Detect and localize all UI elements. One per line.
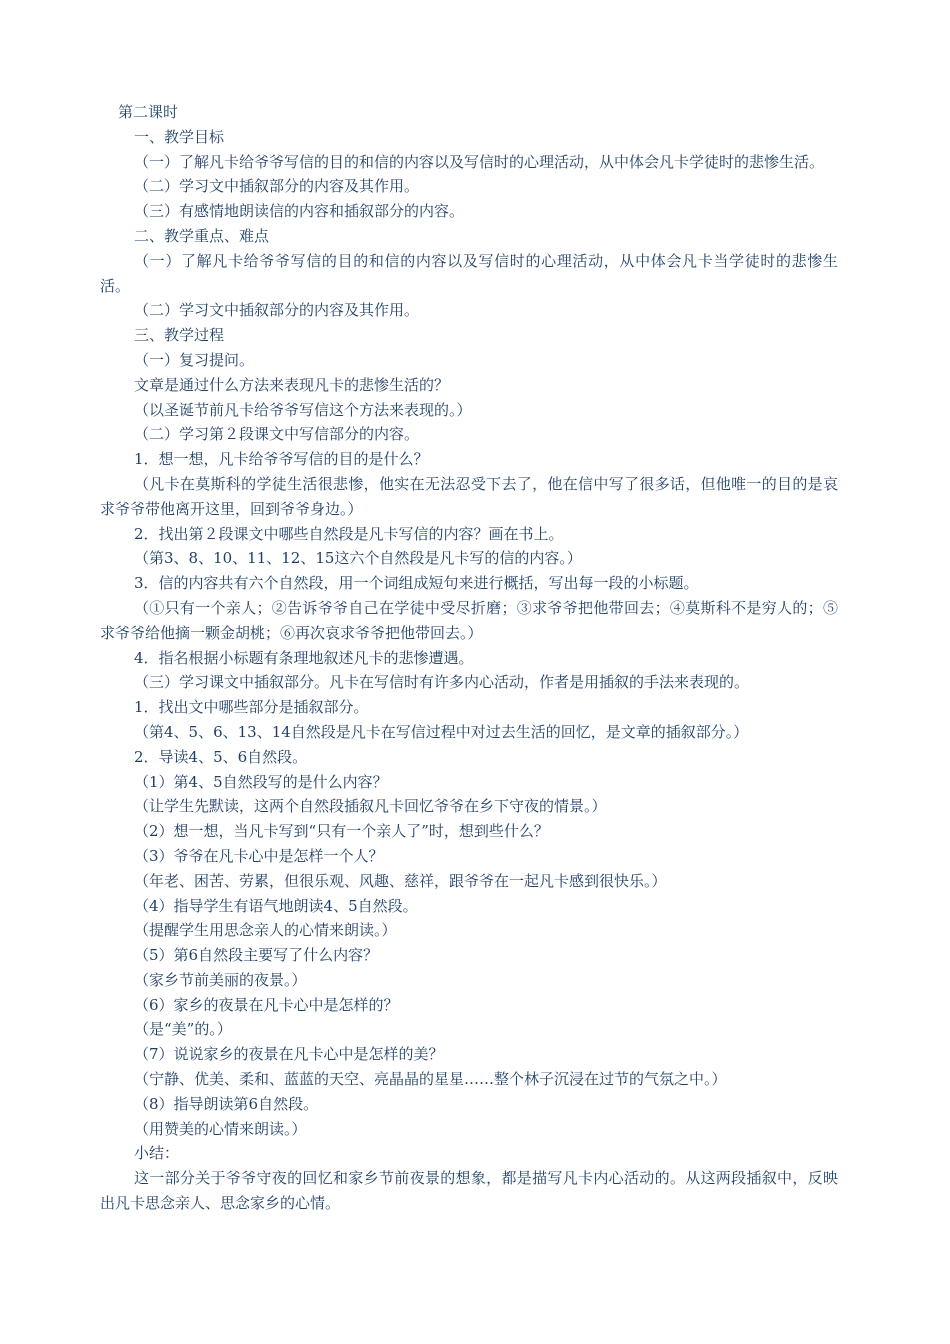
- paragraph: （是“美”的。）: [134, 1020, 232, 1039]
- paragraph: （提醒学生用思念亲人的心情来朗读。）: [134, 921, 397, 940]
- paragraph: （5）第6自然段主要写了什么内容？: [134, 946, 379, 965]
- paragraph: （二）学习第２段课文中写信部分的内容。: [134, 425, 420, 444]
- paragraph: 小结：: [134, 1144, 180, 1163]
- paragraph: （凡卡在莫斯科的学徒生活很悲惨，他实在无法忍受下去了，他在信中写了很多话，但他唯一的目的是哀求爷爷带他离开这里，回到爷爷身边。）: [100, 474, 838, 518]
- paragraph: （三）有感情地朗读信的内容和插叙部分的内容。: [134, 202, 465, 221]
- paragraph: （家乡节前美丽的夜景。）: [134, 970, 307, 989]
- paragraph: 2．导读4、5、6自然段。: [134, 747, 308, 766]
- paragraph: （一）了解凡卡给爷爷写信的目的和信的内容以及写信时的心理活动，从中体会凡卡学徒时的悲惨生活。: [134, 152, 825, 171]
- paragraph: （一）复习提问。: [134, 350, 255, 369]
- paragraph: 三、教学过程: [134, 326, 225, 345]
- paragraph: （3）爷爷在凡卡心中是怎样一个人？: [134, 846, 384, 865]
- paragraph: （让学生先默读，这两个自然段插叙凡卡回忆爷爷在乡下守夜的情景。）: [134, 797, 607, 816]
- paragraph: （6）家乡的夜景在凡卡心中是怎样的？: [134, 995, 399, 1014]
- paragraph: 1．想一想，凡卡给爷爷写信的目的是什么？: [134, 450, 429, 469]
- paragraph: 这一部分关于爷爷守夜的回忆和家乡节前夜景的想象，都是描写凡卡内心活动的。从这两段插叙中，反映出凡卡思念亲人、思念家乡的心情。: [100, 1169, 838, 1213]
- paragraph: 3．信的内容共有六个自然段，用一个词组成短句来进行概括，写出每一段的小标题。: [134, 574, 699, 593]
- paragraph: （第4、5、6、13、14自然段是凡卡在写信过程中对过去生活的回忆，是文章的插叙部分。）: [134, 722, 749, 741]
- paragraph: 4．指名根据小标题有条理地叙述凡卡的悲惨遭遇。: [134, 648, 474, 667]
- paragraph: （1）第4、5自然段写的是什么内容？: [134, 772, 388, 791]
- paragraph: （4）指导学生有语气地朗读4、5自然段。: [134, 896, 418, 915]
- paragraph: （三）学习课文中插叙部分。凡卡在写信时有许多内心活动，作者是用插叙的手法来表现的。: [134, 673, 750, 692]
- paragraph: （8）指导朗读第6自然段。: [134, 1094, 319, 1113]
- paragraph: （年老、困苦、劳累，但很乐观、风趣、慈祥，跟爷爷在一起凡卡感到很快乐。）: [134, 871, 667, 890]
- paragraph: （一）了解凡卡给爷爷写信的目的和信的内容以及写信时的心理活动，从中体会凡卡当学徒时的悲惨生活。: [100, 251, 838, 295]
- paragraph: 二、教学重点、难点: [134, 226, 270, 245]
- paragraph: （2）想一想，当凡卡写到“只有一个亲人了”时，想到些什么？: [134, 822, 549, 841]
- paragraph: 1．找出文中哪些部分是插叙部分。: [134, 698, 369, 717]
- paragraph: 2．找出第２段课文中哪些自然段是凡卡写信的内容？画在书上。: [134, 524, 564, 543]
- paragraph: （以圣诞节前凡卡给爷爷写信这个方法来表现的。）: [134, 400, 472, 419]
- paragraph: （用赞美的心情来朗读。）: [134, 1119, 307, 1138]
- paragraph: （第3、8、10、11、12、15这六个自然段是凡卡写的信的内容。）: [134, 549, 582, 568]
- paragraph: （二）学习文中插叙部分的内容及其作用。: [134, 301, 420, 320]
- paragraph: （7）说说家乡的夜景在凡卡心中是怎样的美？: [134, 1045, 444, 1064]
- lesson-title: 第二课时: [118, 103, 179, 121]
- paragraph: 一、教学目标: [134, 127, 225, 146]
- paragraph: （①只有一个亲人；②告诉爷爷自己在学徒中受尽折磨；③求爷爷把他带回去；④莫斯科不是穷人的；⑤求爷爷给他摘一颗金胡桃；⑥再次哀求爷爷把他带回去。）: [100, 598, 838, 642]
- paragraph: 文章是通过什么方法来表现凡卡的悲惨生活的？: [134, 375, 450, 394]
- paragraph: （宁静、优美、柔和、蓝蓝的天空、亮晶晶的星星……整个林子沉浸在过节的气氛之中。）: [134, 1070, 727, 1089]
- document-body: [100, 100, 838, 1216]
- paragraph: （二）学习文中插叙部分的内容及其作用。: [134, 177, 420, 196]
